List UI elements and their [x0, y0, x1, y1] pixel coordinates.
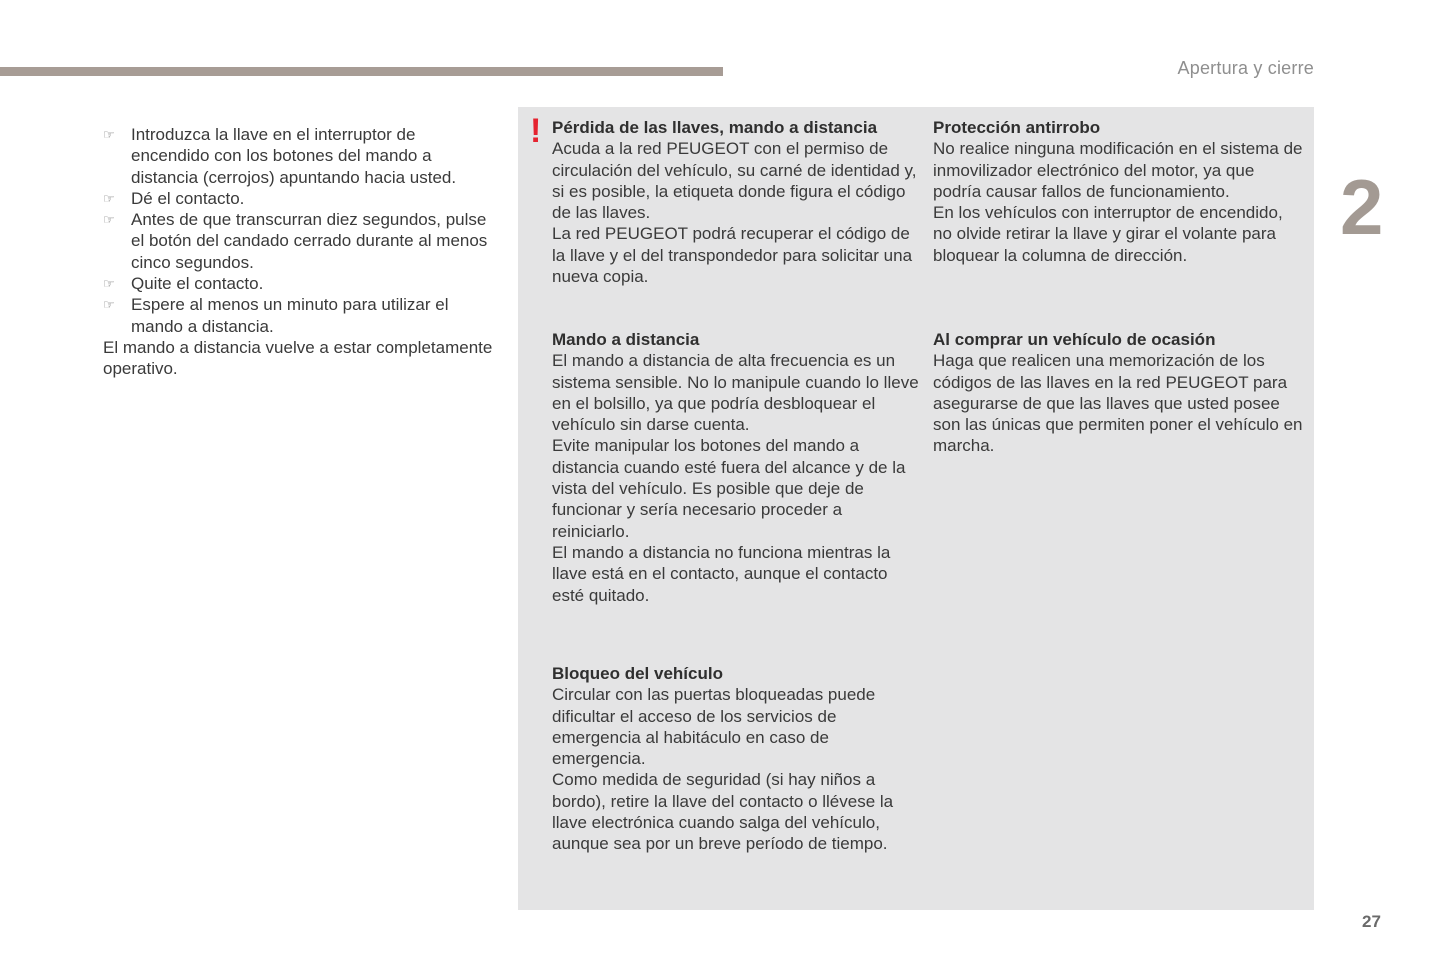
section-heading: Protección antirrobo: [933, 118, 1101, 137]
section-title: Apertura y cierre: [1177, 58, 1314, 78]
pointing-hand-icon: ☞: [103, 190, 115, 206]
section-paragraph: Evite manipular los botones del mando a distancia cuando esté fuera del alcance y de la vista del vehículo. Es posible que deje de funcionar y sería necesario proceder a reiniciarlo.: [552, 436, 906, 541]
section-paragraph: En los vehículos con interruptor de encendido, no olvide retirar la llave y girar el volante para bloquear la columna de dirección.: [933, 203, 1283, 265]
step-text: Espere al menos un minuto para utilizar el mando a distancia.: [131, 295, 449, 336]
exclamation-icon: !: [530, 112, 542, 150]
procedure-column: [103, 124, 498, 380]
pointing-hand-icon: ☞: [103, 276, 115, 292]
section-paragraph: La red PEUGEOT podrá recuperar el código de la llave y el del transpondedor para solicitar una nueva copia.: [552, 224, 913, 287]
vehicle-locking-section: [552, 663, 922, 855]
procedure-step: [103, 273, 498, 294]
used-vehicle-section: [933, 329, 1305, 457]
pointing-hand-icon: ☞: [103, 212, 115, 228]
chapter-number: 2: [1340, 163, 1384, 251]
section-paragraph: Acuda a la red PEUGEOT con el permiso de circulación del vehículo, su carné de identidad y, si es posible, la etiqueta donde figura el código de las llaves.: [552, 139, 917, 223]
antitheft-section: [933, 117, 1305, 266]
procedure-step: [103, 294, 498, 337]
section-heading: Al comprar un vehículo de ocasión: [933, 330, 1216, 349]
procedure-result: El mando a distancia vuelve a estar completamente operativo.: [103, 337, 493, 379]
section-paragraph: Circular con las puertas bloqueadas puede dificultar el acceso de los servicios de emergencia al habitáculo en caso de emergencia.: [552, 685, 876, 769]
step-text: Antes de que transcurran diez segundos, pulse el botón del candado cerrado durante al menos cinco segundos.: [131, 210, 488, 272]
section-paragraph: Como medida de seguridad (si hay niños a bordo), retire la llave del contacto o llévese la llave electrónica cuando salga del vehículo, aunque sea por un breve período de tiempo.: [552, 770, 894, 854]
section-heading: Mando a distancia: [552, 330, 700, 349]
step-text: Dé el contacto.: [131, 188, 245, 208]
pointing-hand-icon: ☞: [103, 297, 115, 313]
procedure-step: [103, 209, 498, 273]
remote-control-section: [552, 329, 922, 606]
section-paragraph: El mando a distancia de alta frecuencia es un sistema sensible. No lo manipule cuando lo lleve en el bolsillo, ya que podría desbloquear el vehículo sin darse cuenta.: [552, 351, 919, 435]
step-text: Introduzca la llave en el interruptor de encendido con los botones del mando a distancia (cerrojos) apuntando hacia usted.: [131, 125, 457, 187]
procedure-step: [103, 188, 498, 209]
pointing-hand-icon: ☞: [103, 127, 115, 142]
step-text: Quite el contacto.: [131, 274, 264, 294]
header-rule: [0, 67, 723, 76]
section-heading: Bloqueo del vehículo: [552, 664, 723, 683]
section-heading: Pérdida de las llaves, mando a distancia: [552, 118, 878, 137]
procedure-step: [103, 124, 498, 188]
section-paragraph: No realice ninguna modificación en el sistema de inmovilizador electrónico del motor, ya que podría causar fallos de funcionamiento.: [933, 139, 1303, 201]
page-number: 27: [1362, 912, 1381, 931]
section-paragraph: Haga que realicen una memorización de los códigos de las llaves en la red PEUGEOT para asegurarse de que las llaves que usted posee son las únicas que permiten poner el vehículo en marcha.: [933, 351, 1303, 456]
section-paragraph: El mando a distancia no funciona mientras la llave está en el contacto, aunque el contacto esté quitado.: [552, 542, 891, 605]
lost-keys-section: [552, 117, 922, 287]
